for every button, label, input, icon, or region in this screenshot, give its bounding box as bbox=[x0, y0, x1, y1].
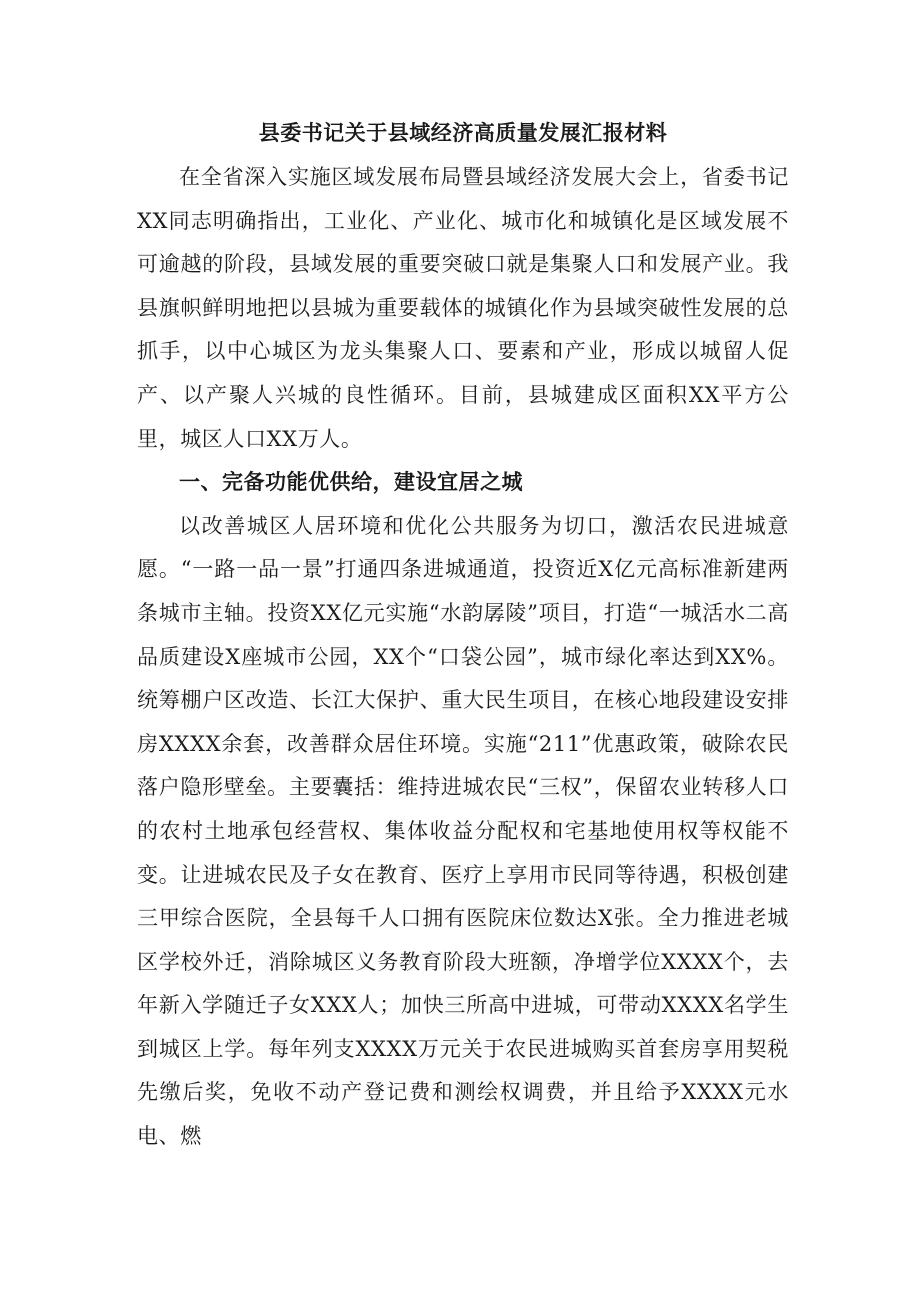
section-1-paragraph: 以改善城区人居环境和优化公共服务为切口，激活农民进城意愿。“一路一品一景”打通四条进城通道，投资近X亿元高标准新建两条城市主轴。投资XX亿元实施“水韵孱陵”项目，打造“一城活水二高品质建设X座城市公园，XX个“口袋公园”，城市绿化率达到XX%。统筹棚户区改造、长江大保护、重大民生项目，在核心地段建设安排房XXXX余套，改善群众居住环境。实施“211”优惠政策，破除农民落户隐形壁垒。主要囊括：维持进城农民“三权”，保留农业转移人口的农村土地承包经营权、集体收益分配权和宅基地使用权等权能不变。让进城农民及子女在教育、医疗上享用市民同等待遇，积极创建三甲综合医院，全县每千人口拥有医院床位数达X张。全力推进老城区学校外迁，消除城区义务教育阶段大班额，净增学位XXXX个，去年新入学随迁子女XXX人；加快三所高中进城，可带动XXXX名学生到城区上学。每年列支XXXX万元关于农民进城购买首套房享用契税先缴后奖，免收不动产登记费和测绘权调费，并且给予XXXX元水电、燃 bbox=[137, 513, 789, 1149]
intro-paragraph: 在全省深入实施区域发展布局暨县域经济发展大会上，省委书记XX同志明确指出，工业化、产业化、城市化和城镇化是区域发展不可逾越的阶段，县域发展的重要突破口就是集聚人口和发展产业。我县旗帜鲜明地把以县城为重要载体的城镇化作为县域突破性发展的总抓手，以中心城区为龙头集聚人口、要素和产业，形成以城留人促产、以产聚人兴城的良性循环。目前，县城建成区面积XX平方公里，城区人口XX万人。 bbox=[137, 165, 789, 451]
section-heading-1: 一、完备功能优供给，建设宜居之城 bbox=[179, 470, 523, 495]
document-title: 县委书记关于县域经济高质量发展汇报材料 bbox=[258, 121, 668, 145]
document-content bbox=[137, 115, 789, 1159]
